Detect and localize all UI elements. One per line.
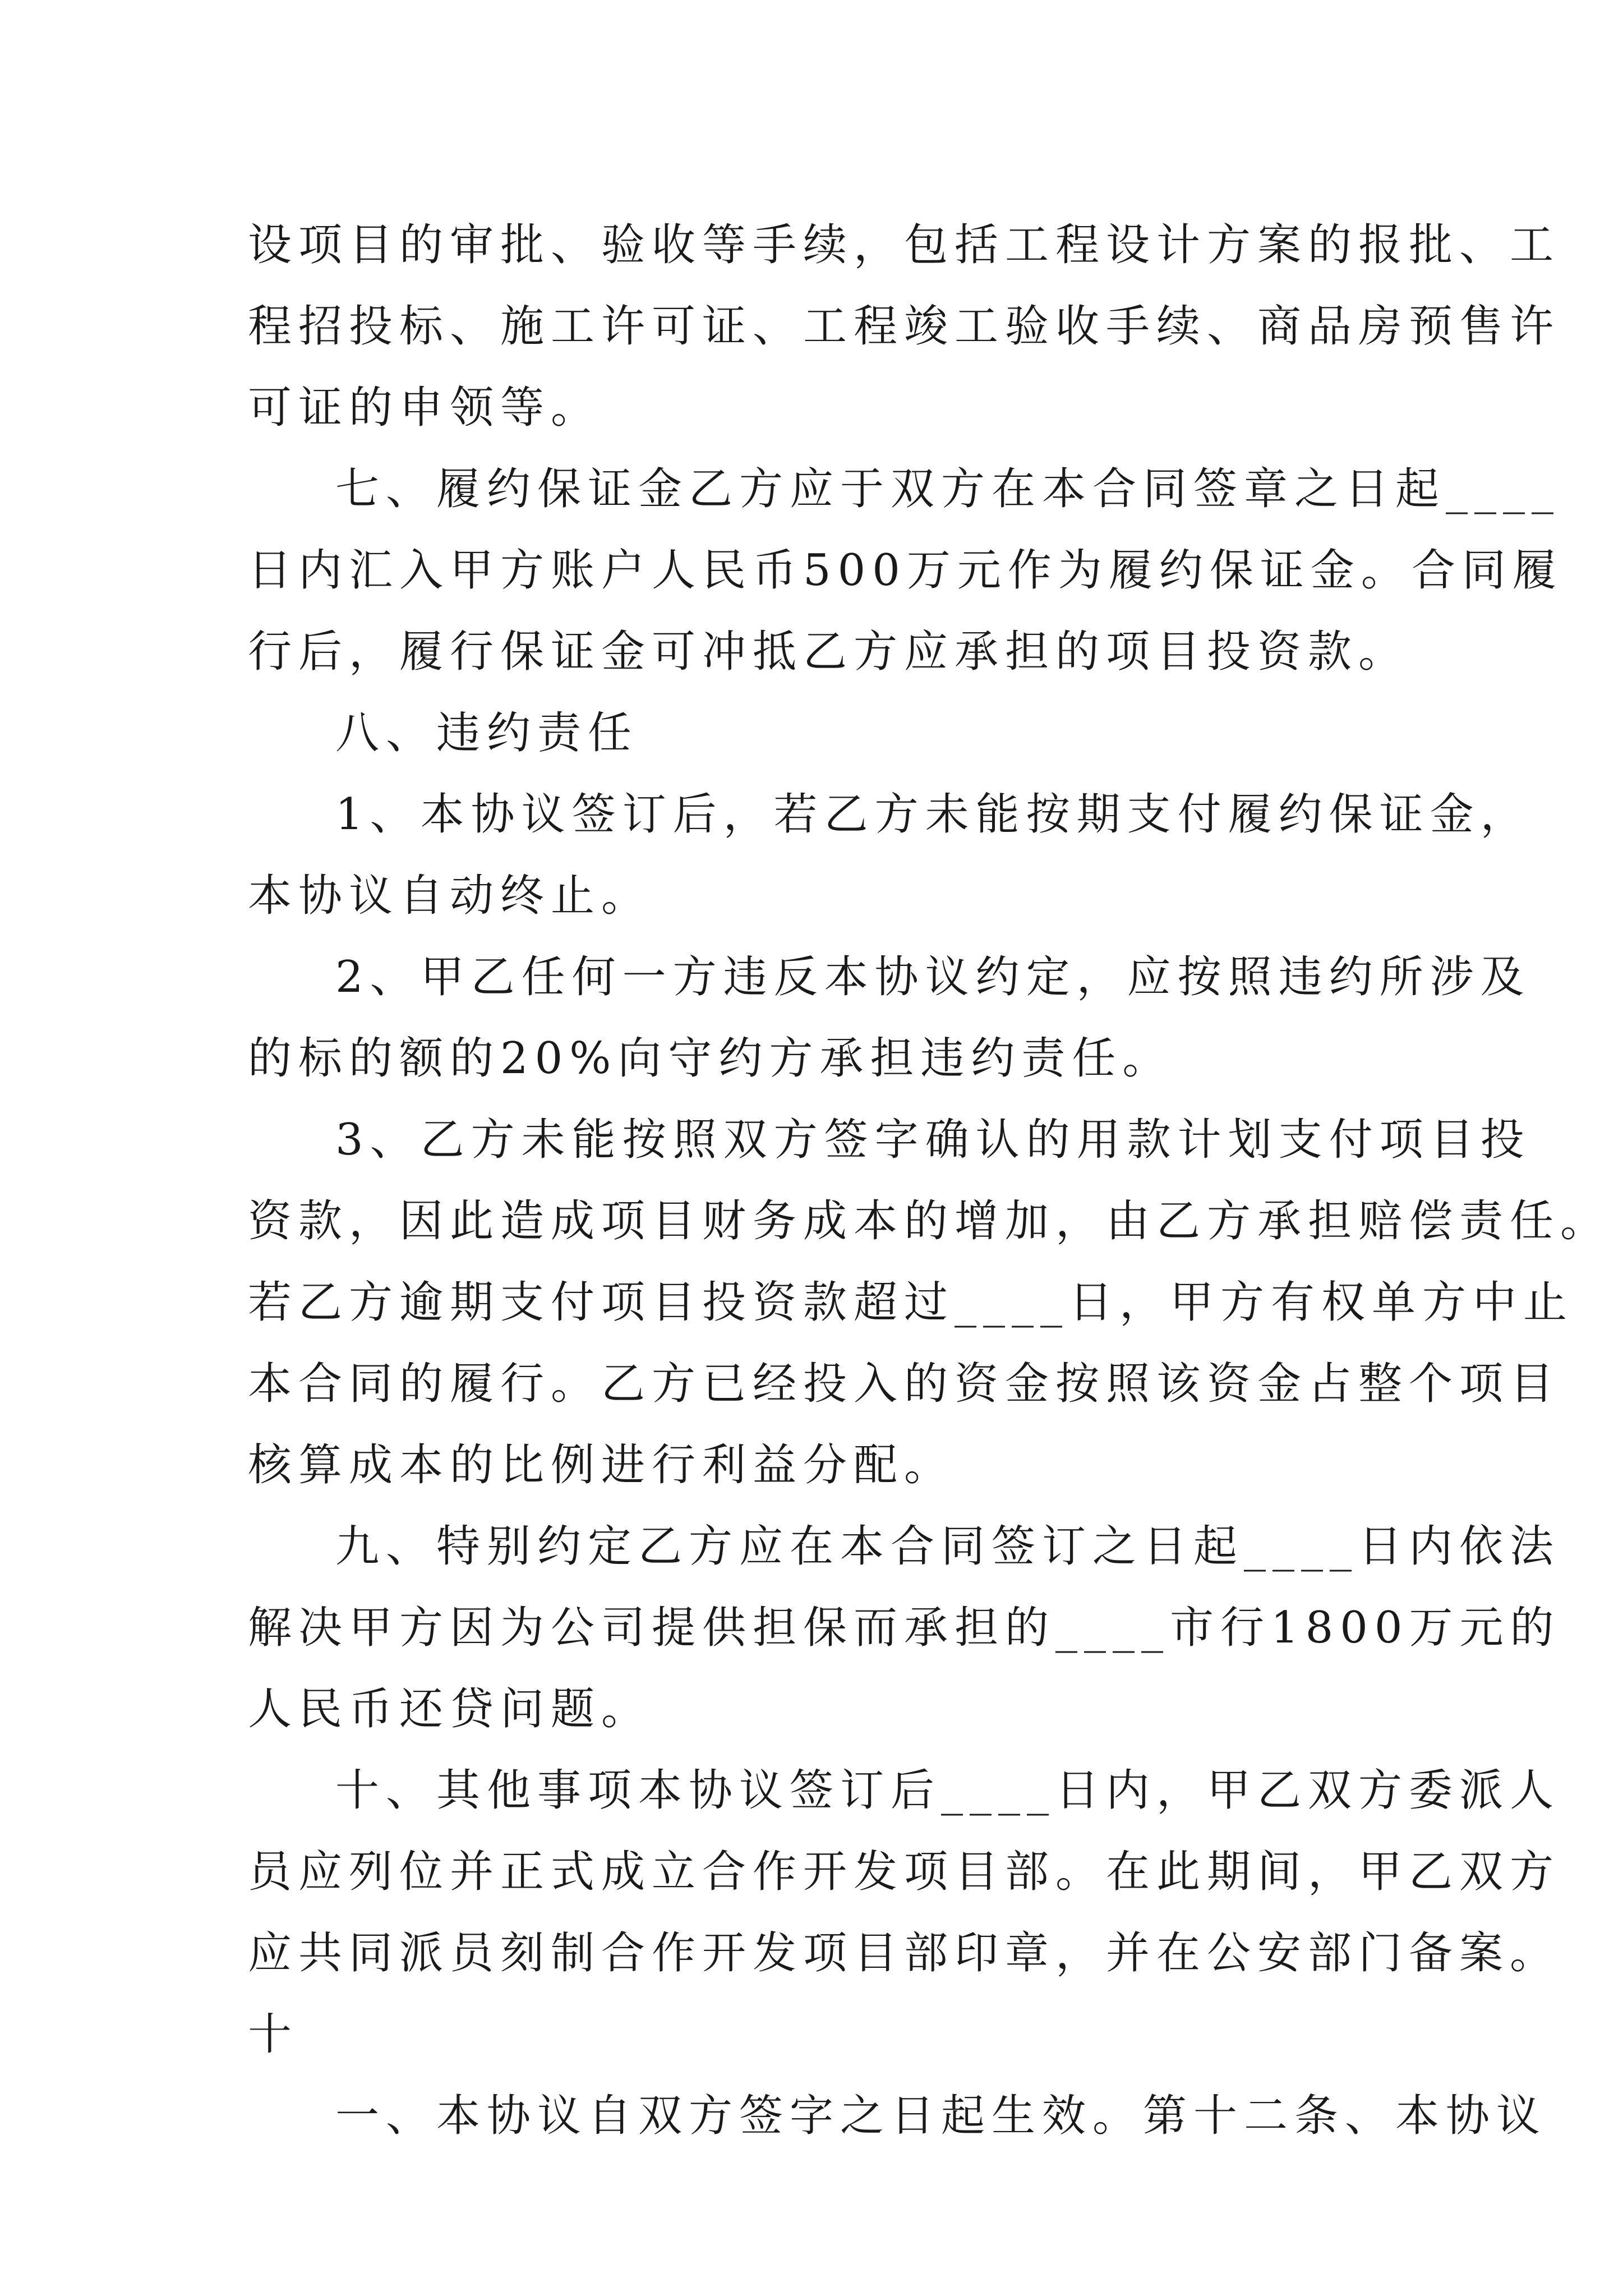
- text-line-8: 1、本协议签订后，若乙方未能按期支付履约保证金，: [335, 789, 1531, 840]
- text-line-17: 九、特别约定乙方应在本合同签订之日起____日内依法: [335, 1521, 1561, 1572]
- text-line-5: 日内汇入甲方账户人民币500万元作为履约保证金。合同履: [248, 545, 1563, 596]
- text-line-2: 程招投标、施工许可证、工程竣工验收手续、商品房预售许: [248, 301, 1561, 352]
- text-line-15: 本合同的履行。乙方已经投入的资金按照该资金占整个项目: [248, 1359, 1561, 1409]
- text-line-1: 设项目的审批、验收等手续，包括工程设计方案的报批、工: [248, 220, 1561, 270]
- text-line-11: 的标的额的20%向守约方承担违约责任。: [248, 1033, 1173, 1084]
- text-line-3: 可证的申领等。: [248, 383, 602, 433]
- document-body: [248, 205, 1611, 2157]
- text-line-6: 行后，履行保证金可冲抵乙方应承担的项目投资款。: [248, 627, 1409, 677]
- text-line-4: 七、履约保证金乙方应于双方在本合同签章之日起____: [335, 464, 1561, 514]
- text-line-20: 十、其他事项本协议签订后____日内，甲乙双方委派人: [335, 1765, 1561, 1816]
- text-line-10: 2、甲乙任何一方违反本协议约定，应按照违约所涉及: [335, 952, 1531, 1002]
- text-line-24: 一、本协议自双方签字之日起生效。第十二条、本协议: [335, 2091, 1547, 2141]
- text-line-16: 核算成本的比例进行利益分配。: [248, 1440, 955, 1490]
- section-heading-breach: 八、违约责任: [335, 708, 639, 758]
- text-line-14: 若乙方逾期支付项目投资款超过____日，甲方有权单方中止: [248, 1277, 1574, 1328]
- text-line-13: 资款，因此造成项目财务成本的增加，由乙方承担赔偿责任。: [248, 1196, 1611, 1246]
- text-line-18: 解决甲方因为公司提供担保而承担的____市行1800万元的: [248, 1603, 1561, 1653]
- text-line-9: 本协议自动终止。: [248, 871, 652, 921]
- text-line-23: 十: [248, 2009, 299, 2060]
- text-line-12: 3、乙方未能按照双方签字确认的用款计划支付项目投: [335, 1115, 1531, 1165]
- text-line-21: 员应列位并正式成立合作开发项目部。在此期间，甲乙双方: [248, 1847, 1561, 1897]
- text-line-19: 人民币还贷问题。: [248, 1684, 652, 1734]
- text-line-22: 应共同派员刻制合作开发项目部印章，并在公安部门备案。: [248, 1928, 1561, 1978]
